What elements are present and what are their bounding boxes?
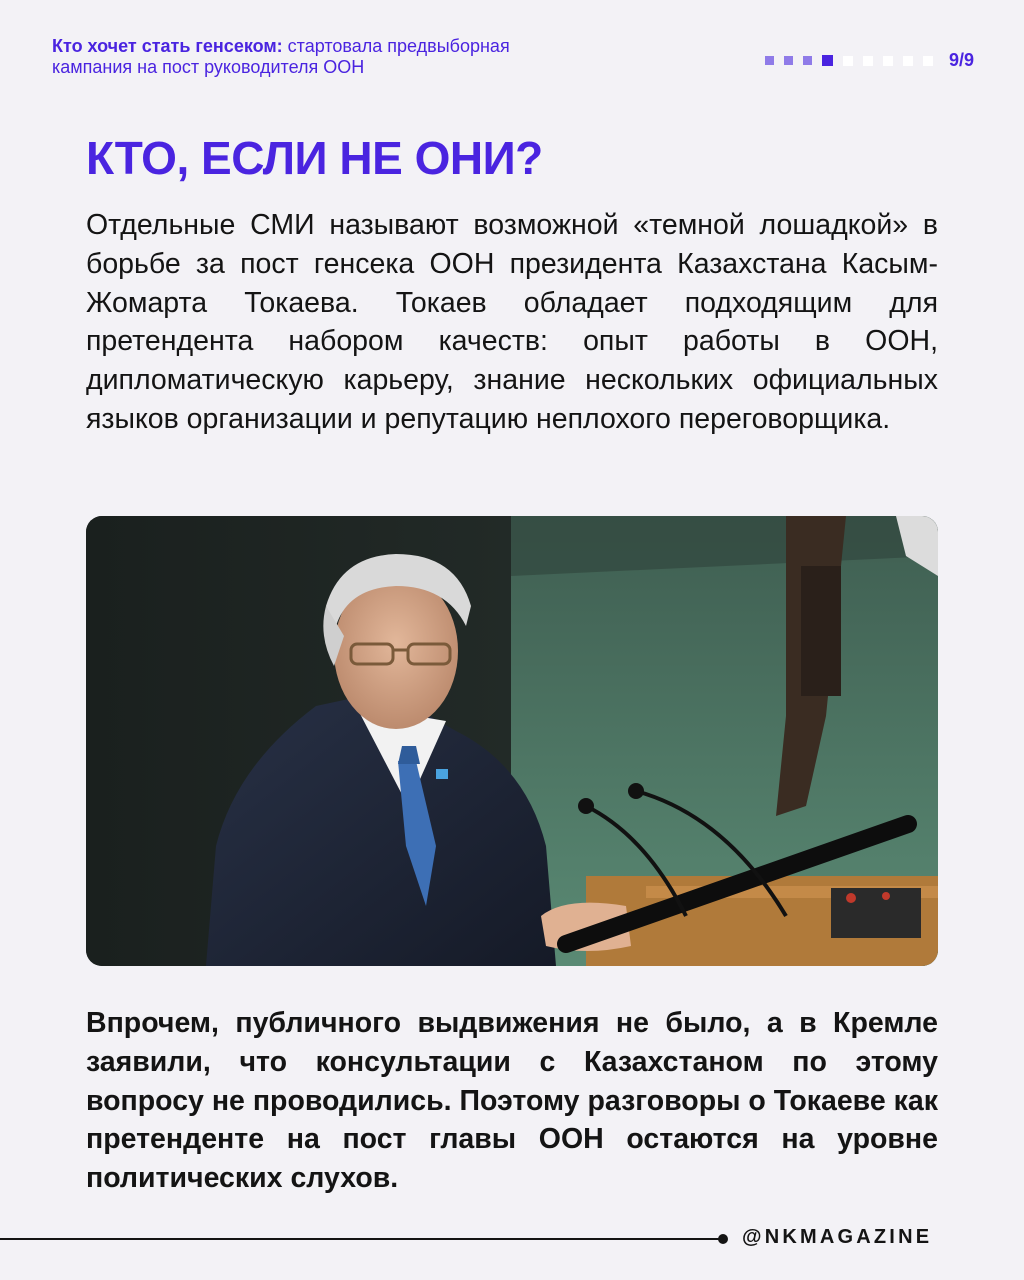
progress-dot bbox=[803, 56, 812, 65]
progress-dot bbox=[863, 56, 873, 66]
progress-dot bbox=[765, 56, 774, 65]
progress-dot bbox=[784, 56, 793, 65]
progress-dot bbox=[883, 56, 893, 66]
progress-dot-current bbox=[822, 55, 833, 66]
speaker-photo bbox=[86, 516, 938, 966]
header-caption bbox=[52, 36, 572, 78]
progress-dot bbox=[843, 56, 853, 66]
conclusion-paragraph: Впрочем, публичного выдвижения не было, а в Кремле заявили, что консультации с Казахстаном по этому вопросу не проводились. Поэтому разговоры о Токаеве как претенденте на пост главы ООН остаются на уровне политических слухов. bbox=[86, 1007, 938, 1195]
footer-divider-dot bbox=[718, 1234, 728, 1244]
header-caption-bold: Кто хочет стать генсеком: bbox=[52, 36, 283, 56]
header-caption-regular: стартовала предвыборная кампания на пост руководителя ООН bbox=[52, 36, 510, 77]
page-indicator: 9/9 bbox=[948, 50, 974, 70]
footer-divider bbox=[0, 1238, 722, 1240]
body-paragraph: Отдельные СМИ называют возможной «темной лошадкой» в борьбе за пост генсека ООН президента Казахстана Касым-Жомарта Токаева. Токаев обладает подходящим для претендента набором качеств: опыт работы в ООН, дипломатическую карьеру, знание нескольких официальных языков организации и репутацию неплохого переговорщика. bbox=[86, 209, 938, 435]
progress-dot bbox=[903, 56, 913, 66]
speaker-photo-illustration bbox=[86, 516, 938, 966]
footer-handle[interactable]: @NKMAGAZINE bbox=[742, 1226, 933, 1248]
slide-progress bbox=[765, 50, 974, 71]
progress-dot bbox=[923, 56, 933, 66]
section-title: КТО, ЕСЛИ НЕ ОНИ? bbox=[86, 132, 543, 184]
